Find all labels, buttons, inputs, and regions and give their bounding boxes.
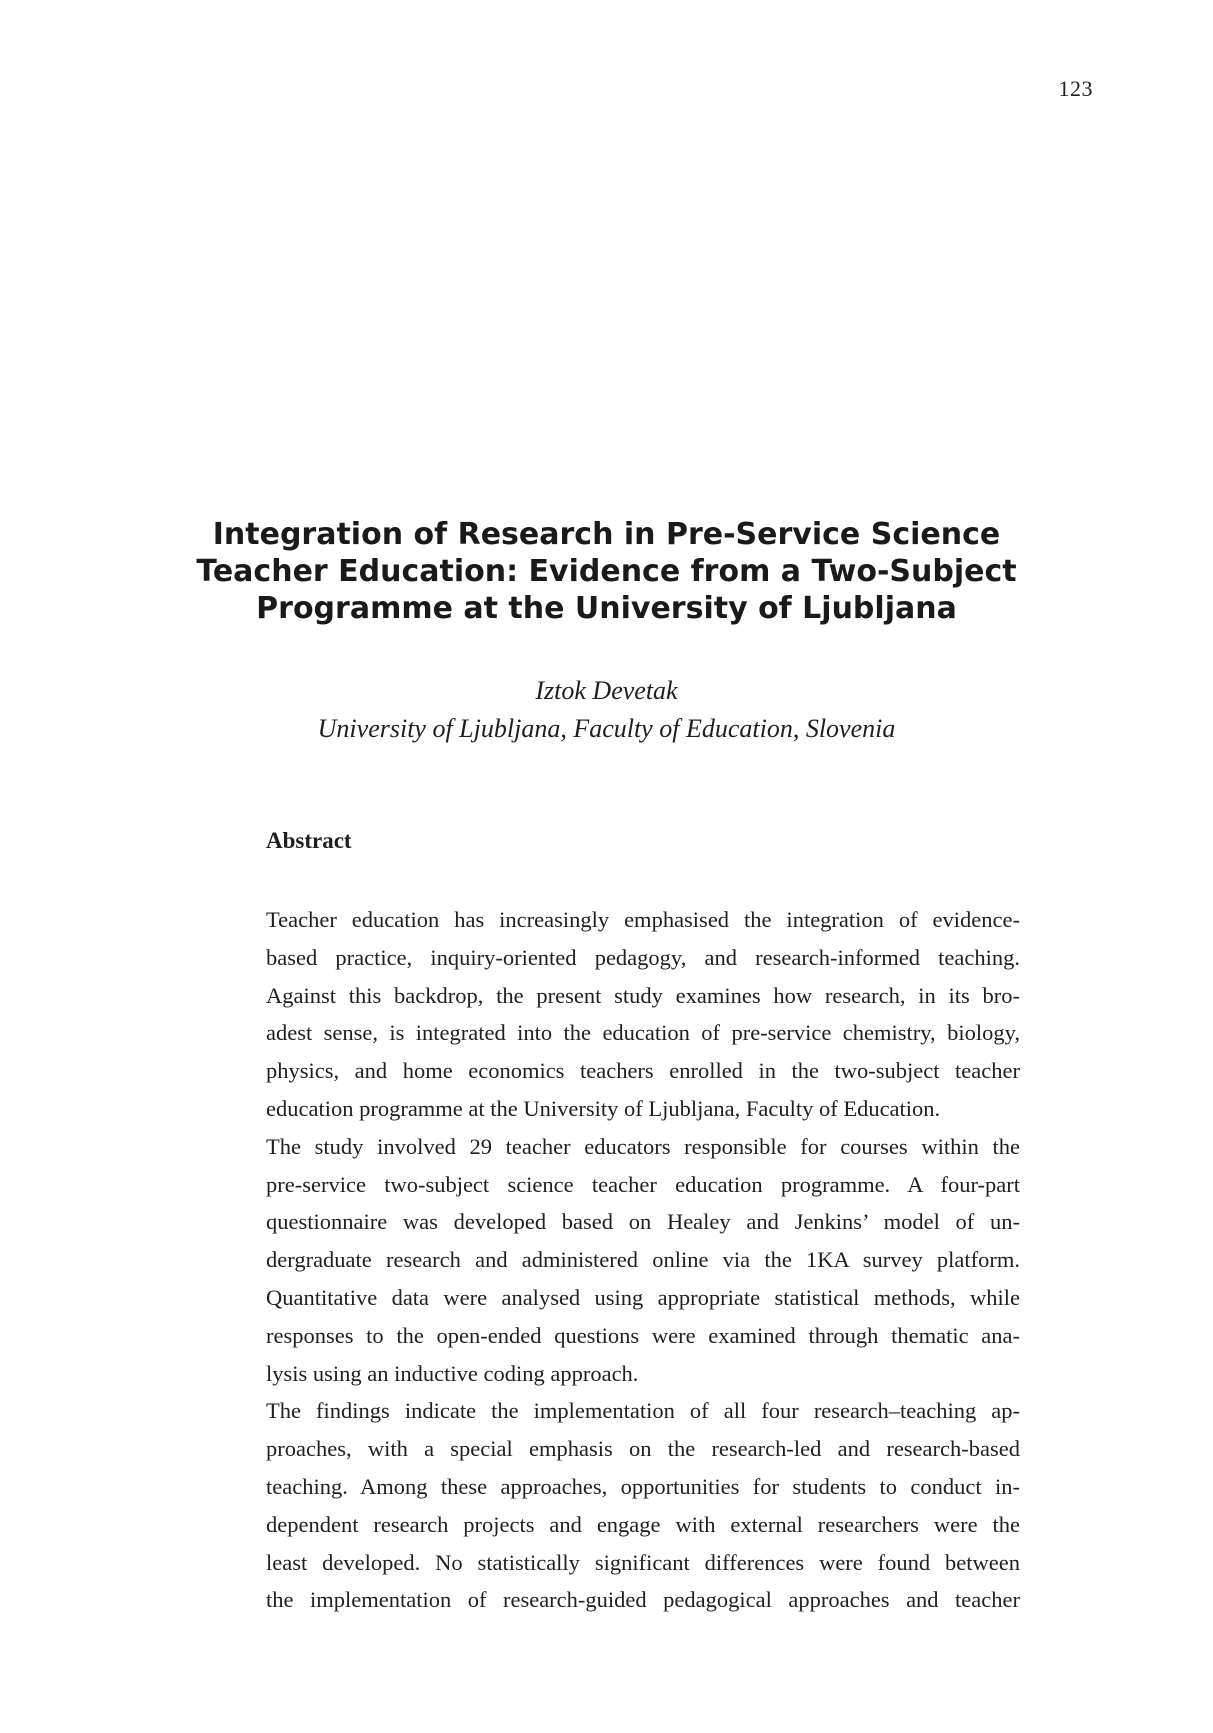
page-number: 123 bbox=[1058, 76, 1093, 101]
abstract-line: education programme at the University of Ljubljana, Faculty of Education. bbox=[266, 1095, 941, 1121]
author-affiliation: University of Ljubljana, Faculty of Education, Slovenia bbox=[317, 714, 896, 743]
abstract-line: adest sense, is integrated into the education of pre-service chemistry, biology, bbox=[266, 1020, 1020, 1046]
abstract-line: based practice, inquiry-oriented pedagogy, and research-informed teaching. bbox=[266, 944, 1020, 970]
title-line: Programme at the University of Ljubljana bbox=[256, 591, 957, 626]
title-line: Teacher Education: Evidence from a Two-Subject bbox=[196, 554, 1017, 589]
abstract-line: lysis using an inductive coding approach. bbox=[266, 1360, 639, 1386]
abstract-line: Quantitative data were analysed using appropriate statistical methods, while bbox=[266, 1284, 1020, 1310]
abstract-line: the implementation of research-guided pedagogical approaches and teacher bbox=[266, 1587, 1020, 1613]
abstract-line: The study involved 29 teacher educators responsible for courses within the bbox=[266, 1133, 1020, 1159]
abstract-line: teaching. Among these approaches, opportunities for students to conduct in- bbox=[266, 1473, 1020, 1499]
abstract-line: dergraduate research and administered online via the 1KA survey platform. bbox=[266, 1247, 1020, 1273]
paper-title bbox=[120, 516, 1093, 627]
abstract-line: The findings indicate the implementation of all four research–teaching ap- bbox=[266, 1398, 1020, 1424]
title-line: Integration of Research in Pre-Service Science bbox=[212, 517, 1001, 552]
abstract-body bbox=[266, 901, 1020, 1619]
abstract-line: Against this backdrop, the present study examines how research, in its bro- bbox=[266, 982, 1020, 1008]
abstract-line: dependent research projects and engage with external researchers were the bbox=[266, 1511, 1020, 1537]
abstract-line: responses to the open-ended questions were examined through thematic ana- bbox=[266, 1322, 1020, 1348]
abstract-line: pre-service two-subject science teacher education programme. A four-part bbox=[266, 1171, 1020, 1197]
abstract-line: least developed. No statistically significant differences were found between bbox=[266, 1549, 1020, 1575]
abstract-line: proaches, with a special emphasis on the research-led and research-based bbox=[266, 1436, 1020, 1462]
author-name: Iztok Devetak bbox=[535, 676, 678, 705]
abstract-line: physics, and home economics teachers enrolled in the two-subject teacher bbox=[266, 1058, 1020, 1084]
abstract-line: questionnaire was developed based on Healey and Jenkins’ model of un- bbox=[266, 1209, 1020, 1235]
abstract-heading: Abstract bbox=[266, 828, 352, 853]
abstract-line: Teacher education has increasingly emphasised the integration of evidence- bbox=[266, 907, 1020, 932]
